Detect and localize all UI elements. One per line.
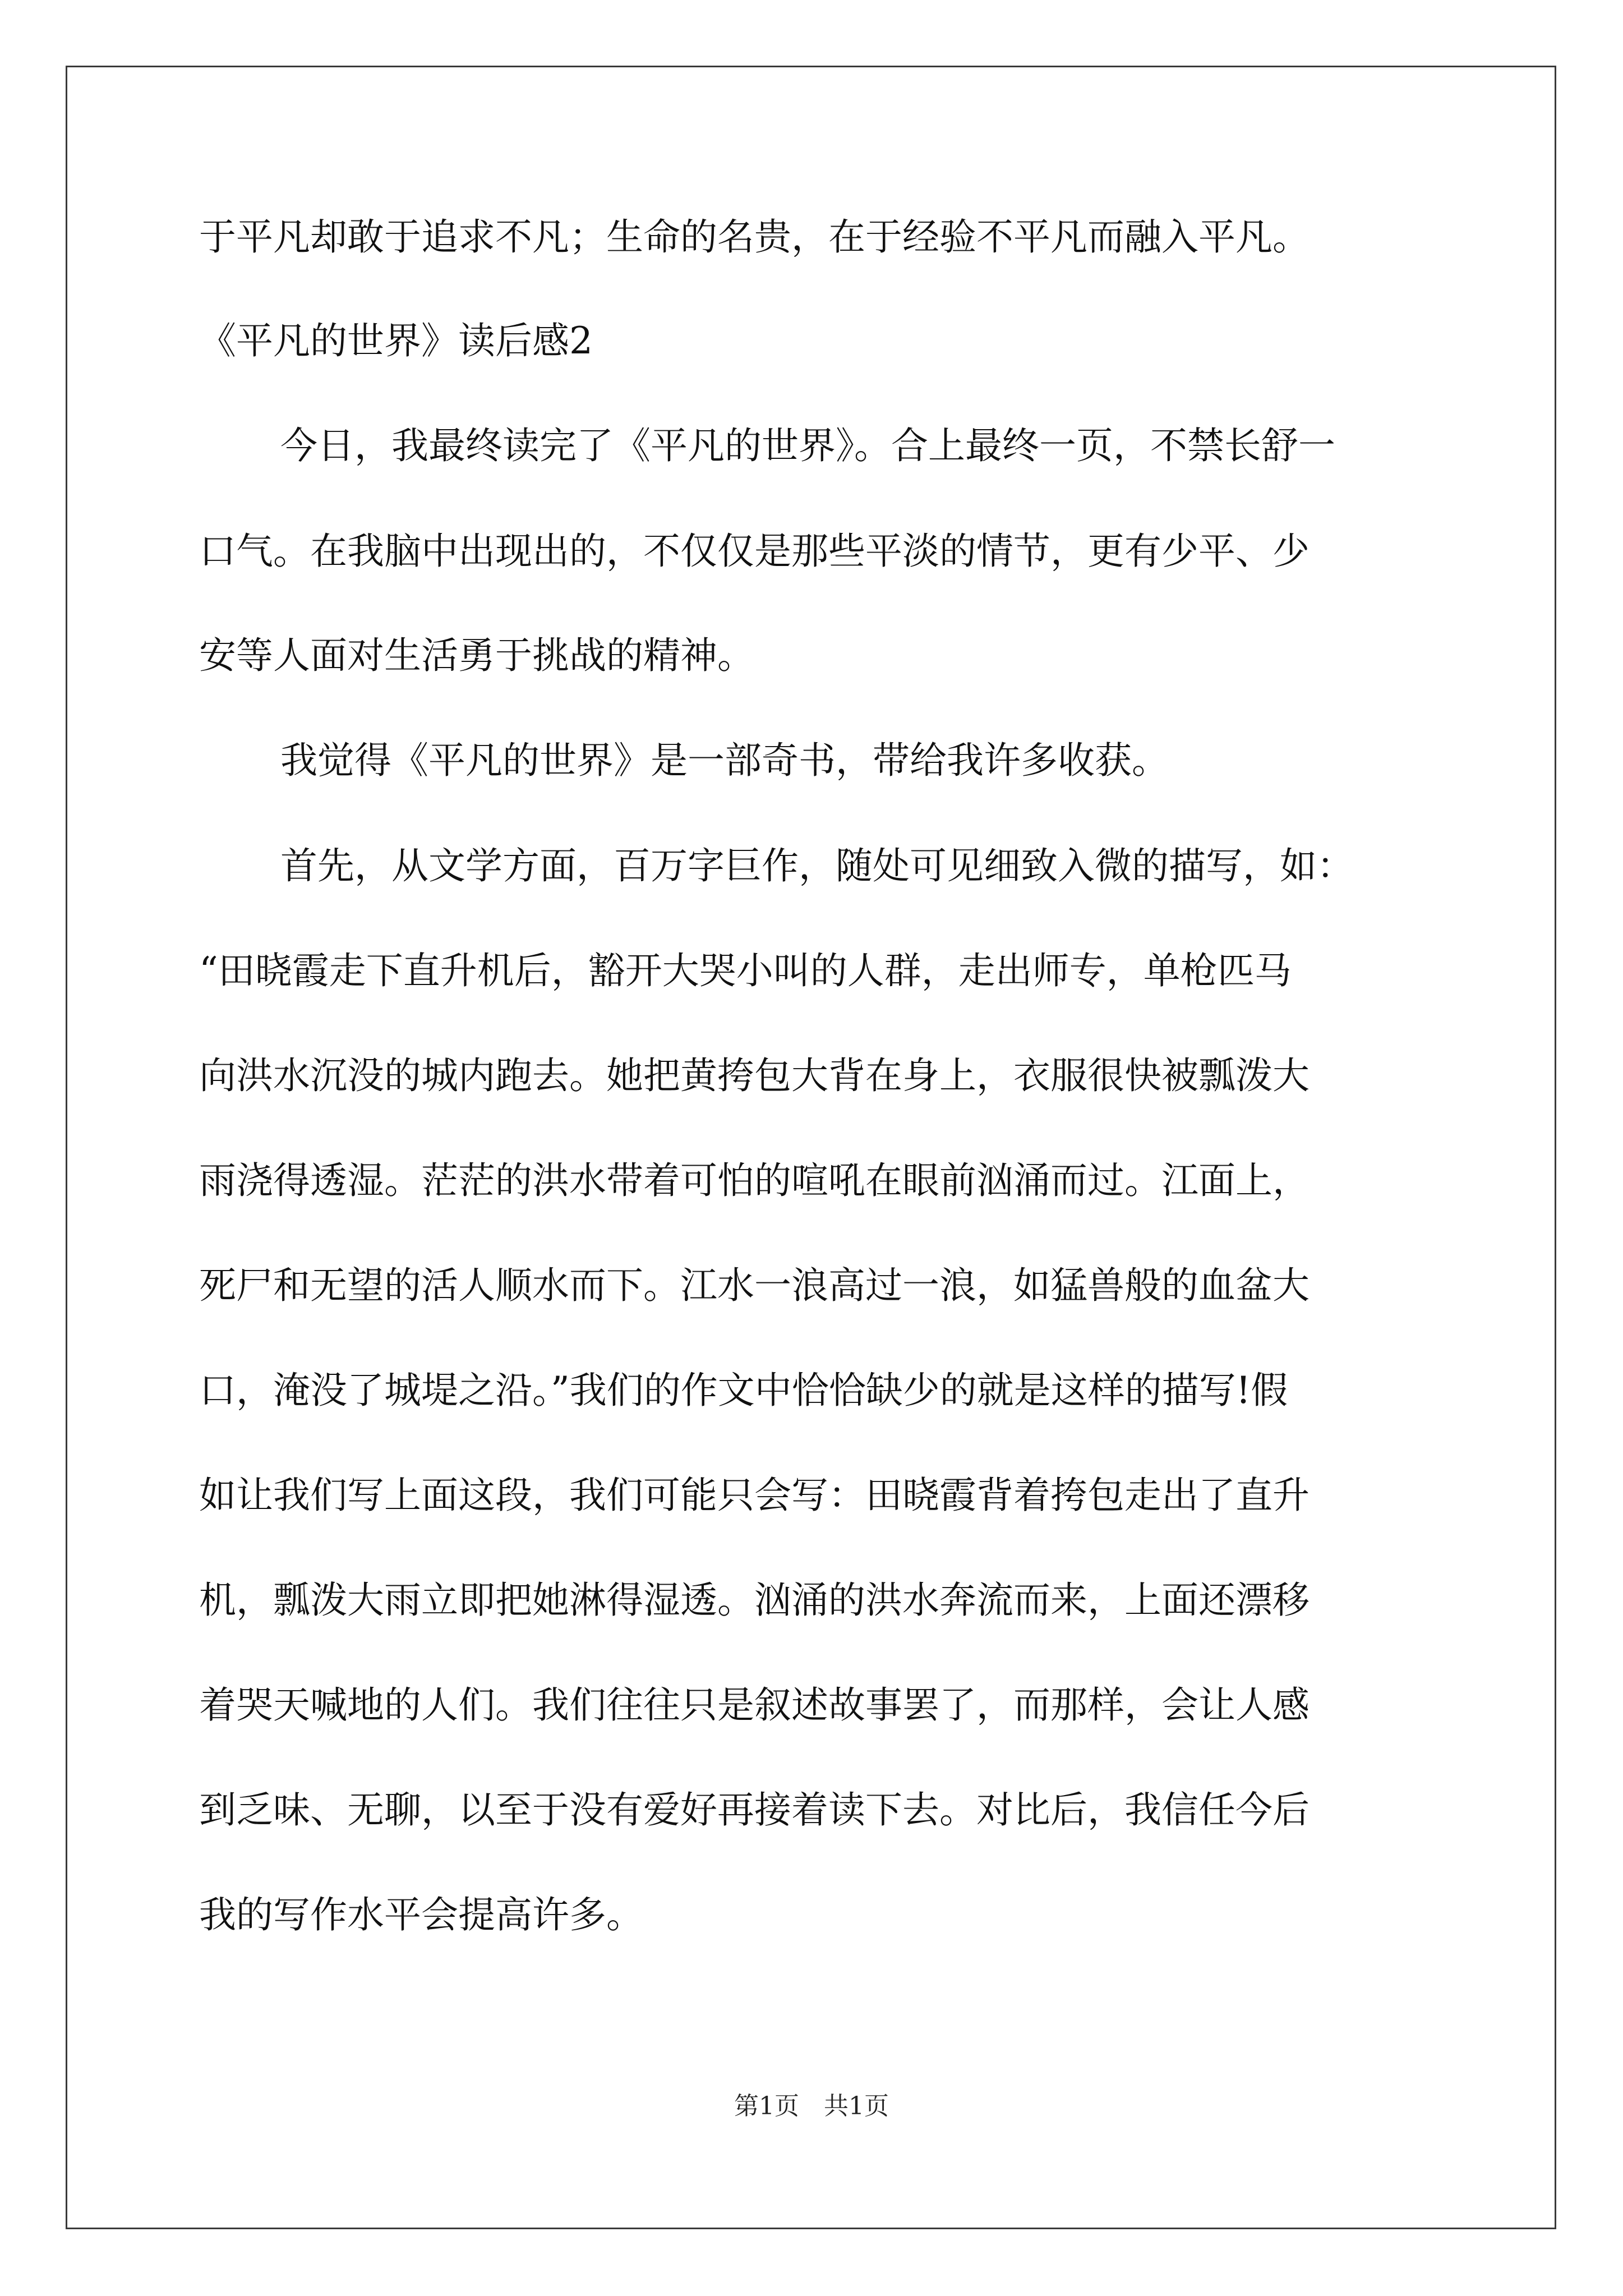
text-line: 死尸和无望的活人顺水而下。江水一浪高过一浪，如猛兽般的血盆大: [199, 1264, 1310, 1307]
text-line: 于平凡却敢于追求不凡；生命的名贵，在于经验不平凡而融入平凡。: [199, 215, 1310, 259]
text-line: 如让我们写上面这段，我们可能只会写：田晓霞背着挎包走出了直升: [199, 1474, 1310, 1517]
text-line: “田晓霞走下直升机后，豁开大哭小叫的人群，走出师专，单枪匹马: [199, 949, 1292, 992]
text-line: 首先，从文学方面，百万字巨作，随处可见细致入微的描写，如：: [280, 844, 1354, 887]
text-line: 到乏味、无聊，以至于没有爱好再接着读下去。对比后，我信任今后: [199, 1788, 1310, 1832]
text-line: 口，淹没了城堤之沿。”我们的作文中恰恰缺少的就是这样的描写!假: [199, 1369, 1288, 1412]
page-footer: [0, 2086, 1623, 2122]
text-line: 向洪水沉没的城内跑去。她把黄挎包大背在身上，衣服很快被瓢泼大: [199, 1054, 1310, 1097]
text-line: 口气。在我脑中出现出的，不仅仅是那些平淡的情节，更有少平、少: [199, 530, 1310, 573]
text-line: 着哭天喊地的人们。我们往往只是叙述故事罢了，而那样，会让人感: [199, 1683, 1310, 1727]
text-line: 我觉得《平凡的世界》是一部奇书，带给我许多收获。: [280, 739, 1169, 782]
page-number: 第1页: [734, 2092, 799, 2120]
text-line: 安等人面对生活勇于挑战的精神。: [199, 634, 754, 677]
text-line: 雨浇得透湿。茫茫的洪水带着可怕的喧吼在眼前汹涌而过。江面上，: [199, 1159, 1310, 1202]
page-total: 共1页: [824, 2092, 889, 2120]
text-line: 今日，我最终读完了《平凡的世界》。合上最终一页，不禁长舒一: [280, 424, 1335, 467]
text-line: 机，瓢泼大雨立即把她淋得湿透。汹涌的洪水奔流而来，上面还漂移: [199, 1579, 1310, 1622]
text-line: 我的写作水平会提高许多。: [199, 1893, 643, 1936]
section-title: 《平凡的世界》读后感2: [199, 319, 593, 362]
